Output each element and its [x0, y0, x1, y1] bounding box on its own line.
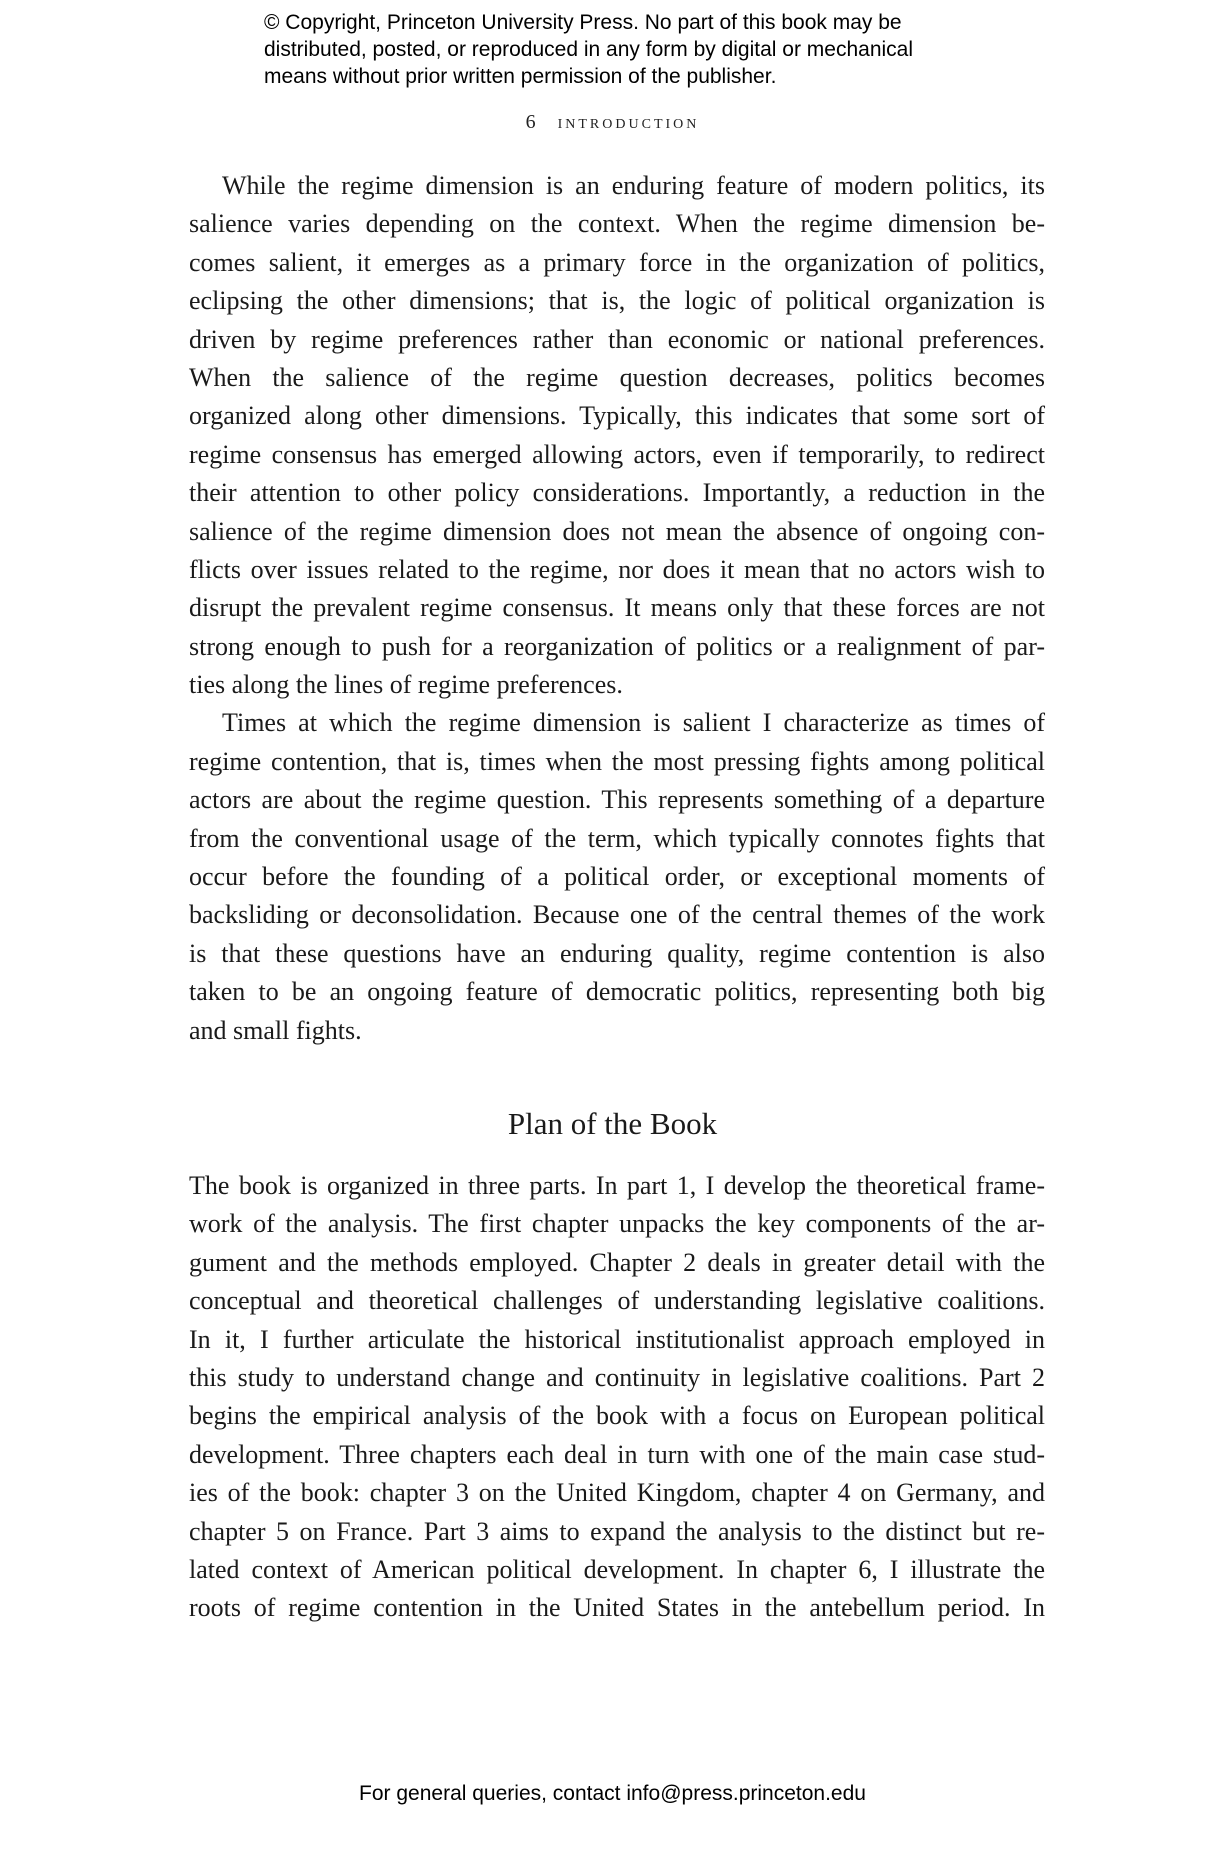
copyright-line: © Copyright, Princeton University Press. No part of this book may be	[264, 11, 902, 34]
text-line: eclipsing the other dimensions; that is, the logic of political organization is	[189, 286, 1045, 316]
page-number: 6	[525, 111, 536, 133]
text-line: The book is organized in three parts. In part 1, I develop the theoretical frame-	[189, 1171, 1045, 1200]
text-line: occur before the founding of a political order, or exceptional moments of	[189, 862, 1045, 892]
text-line: roots of regime contention in the United States in the antebellum period. In	[189, 1593, 1045, 1623]
text-line: salience of the regime dimension does not mean the absence of ongoing con-	[189, 516, 1045, 546]
text-line: and small fights.	[189, 1015, 362, 1045]
text-line: begins the empirical analysis of the book with a focus on European political	[189, 1401, 1045, 1431]
text-line: While the regime dimension is an enduring feature of modern politics, its	[222, 171, 1045, 200]
text-line: salience varies depending on the context. When the regime dimension be-	[189, 209, 1045, 239]
text-line: ies of the book: chapter 3 on the United Kingdom, chapter 4 on Germany, and	[189, 1478, 1045, 1508]
copyright-line: distributed, posted, or reproduced in any form by digital or mechanical	[264, 38, 914, 61]
text-line: organized along other dimensions. Typically, this indicates that some sort of	[189, 401, 1045, 431]
text-line: driven by regime preferences rather than economic or national preferences.	[189, 324, 1045, 354]
text-line: taken to be an ongoing feature of democratic politics, representing both big	[189, 977, 1045, 1007]
footer-contact: For general queries, contact info@press.princeton.edu	[359, 1782, 866, 1805]
running-head-section: introduction	[557, 111, 700, 133]
text-line: In it, I further articulate the historical institutionalist approach employed in	[189, 1324, 1045, 1354]
text-line: regime consensus has emerged allowing actors, even if temporarily, to redirect	[189, 439, 1045, 469]
text-line: chapter 5 on France. Part 3 aims to expand the analysis to the distinct but re-	[189, 1516, 1045, 1546]
text-line: flicts over issues related to the regime, nor does it mean that no actors wish to	[189, 554, 1045, 584]
text-line: actors are about the regime question. This represents something of a departure	[189, 785, 1045, 815]
text-line: lated context of American political development. In chapter 6, I illustrate the	[189, 1554, 1045, 1584]
running-head	[0, 111, 1225, 134]
section-heading: Plan of the Book	[507, 1106, 718, 1141]
text-line: from the conventional usage of the term, which typically connotes fights that	[189, 823, 1045, 853]
text-line: ties along the lines of regime preferences.	[189, 670, 623, 700]
text-line: regime contention, that is, times when the most pressing fights among political	[189, 746, 1045, 776]
text-line: this study to understand change and continuity in legislative coalitions. Part 2	[189, 1362, 1045, 1392]
text-line: development. Three chapters each deal in turn with one of the main case stud-	[189, 1439, 1045, 1469]
copyright-notice	[264, 9, 984, 90]
text-line: conceptual and theoretical challenges of understanding legislative coalitions.	[189, 1286, 1045, 1316]
paragraph-plan-of-book	[189, 1167, 1045, 1628]
copyright-line: means without prior written permission of the publisher.	[264, 65, 777, 88]
text-line: their attention to other policy considerations. Importantly, a reduction in the	[189, 478, 1045, 508]
text-line: backsliding or deconsolidation. Because one of the central themes of the work	[189, 900, 1045, 930]
text-line: When the salience of the regime question decreases, politics becomes	[189, 362, 1045, 392]
text-line: strong enough to push for a reorganization of politics or a realignment of par-	[189, 631, 1045, 661]
text-line: comes salient, it emerges as a primary force in the organization of politics,	[189, 247, 1045, 277]
text-line: Times at which the regime dimension is salient I characterize as times of	[222, 708, 1045, 738]
text-line: work of the analysis. The first chapter unpacks the key components of the ar-	[189, 1209, 1045, 1239]
text-line: gument and the methods employed. Chapter 2 deals in greater detail with the	[189, 1247, 1045, 1277]
text-line: disrupt the prevalent regime consensus. It means only that these forces are not	[189, 593, 1045, 623]
text-line: is that these questions have an enduring quality, regime contention is also	[189, 938, 1045, 968]
paragraph-regime-salience	[189, 167, 1045, 1050]
